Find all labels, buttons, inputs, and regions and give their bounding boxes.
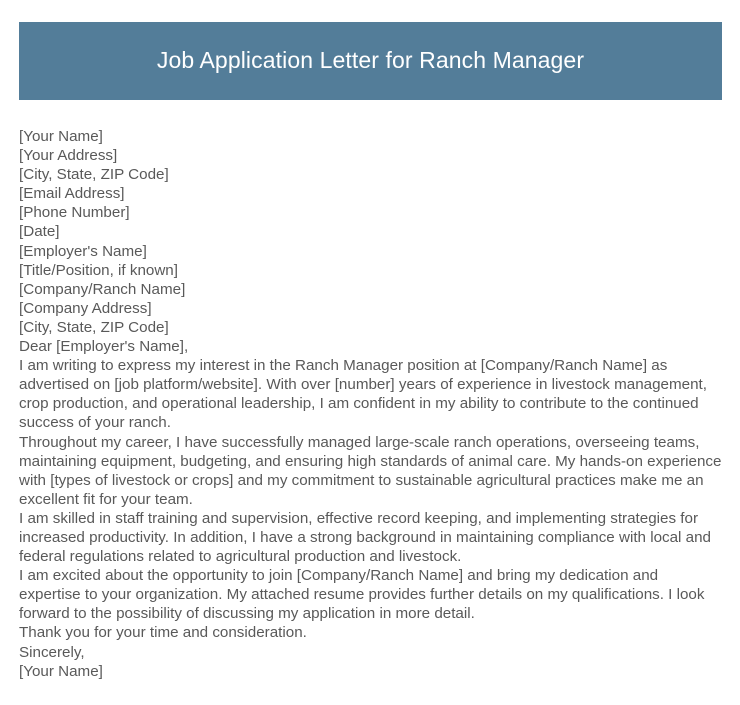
letter-line-company-city-state-zip: [City, State, ZIP Code] xyxy=(19,318,169,336)
letter-thank-you-line: Thank you for your time and consideration. xyxy=(19,624,307,642)
letter-line-your-address: [Your Address] xyxy=(19,147,118,165)
letter-line-employer-name: [Employer's Name] xyxy=(19,242,147,260)
letter-line-your-name: [Your Name] xyxy=(19,128,103,145)
letter-signature-name: [Your Name] xyxy=(19,662,103,680)
letter-paragraph-4: I am excited about the opportunity to join [Company/Ranch Name] and bring my dedication and expertise to your organization. My attached resume provides further details on my qualifications. I look forward to the possibility of discussing my application in more detail. xyxy=(19,567,705,623)
letter-paragraph-3: I am skilled in staff training and supervision, effective record keeping, and implementing strategies for increased productivity. In addition, I have a strong background in maintaining compliance with local and federal regulations related to agricultural production and livestock. xyxy=(19,509,711,566)
document-header-banner xyxy=(19,22,722,100)
letter-line-company-address: [Company Address] xyxy=(19,299,152,317)
letter-line-title-position: [Title/Position, if known] xyxy=(19,261,178,279)
letter-salutation: Dear [Employer's Name], xyxy=(19,338,189,356)
letter-line-company-ranch-name: [Company/Ranch Name] xyxy=(19,280,186,298)
letter-paragraph-1: I am writing to express my interest in the Ranch Manager position at [Company/Ranch Name] as advertised on [job platform/website]. With over [number] years of experience in livestock management, crop production, and operational leadership, I am confident in my ability to contribute to the continued success of your ranch. xyxy=(19,357,707,432)
page-title: Job Application Letter for Ranch Manager xyxy=(156,47,585,74)
letter-paragraph-2: Throughout my career, I have successfully managed large-scale ranch operations, overseeing teams, maintaining equipment, budgeting, and ensuring high standards of animal care. My hands-on experience with [types of livestock or crops] and my commitment to sustainable agricultural practices make me an excellent fit for your team. xyxy=(19,433,722,508)
letter-line-date: [Date] xyxy=(19,223,60,241)
letter-closing: Sincerely, xyxy=(19,643,85,661)
letter-line-phone-number: [Phone Number] xyxy=(19,204,130,222)
letter-line-city-state-zip: [City, State, ZIP Code] xyxy=(19,166,169,184)
letter-line-email-address: [Email Address] xyxy=(19,185,125,203)
letter-body xyxy=(19,127,723,681)
